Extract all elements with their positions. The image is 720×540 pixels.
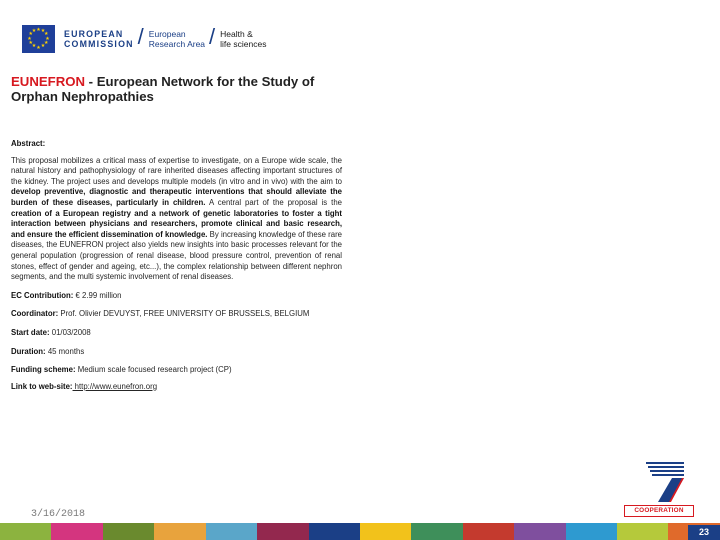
coordinator: Coordinator: Prof. Olivier DEVUYST, FREE UNIVERSITY OF BRUSSELS, BELGIUM [11, 309, 310, 319]
header [22, 22, 266, 56]
divider-slash-icon: / [137, 24, 144, 49]
flag-star-icon: ★ [40, 43, 46, 50]
stripe-segment [103, 523, 154, 540]
eu-flag-icon [22, 25, 55, 53]
stripe-segment [411, 523, 462, 540]
flag-star-icon: ★ [28, 40, 33, 46]
ec-contribution: EC Contribution: € 2.99 million [11, 290, 122, 300]
stripe-segment [514, 523, 565, 540]
funding-scheme: Funding scheme: Medium scale focused research project (CP) [11, 365, 232, 375]
stripe-segment [566, 523, 617, 540]
flag-star-icon: ★ [31, 43, 37, 50]
color-stripe [0, 523, 720, 540]
stripe-segment [463, 523, 514, 540]
project-title-rest: - European Network for the Study of Orphan Nephropathies [11, 74, 315, 104]
flag-star-icon: ★ [45, 35, 50, 42]
stripe-segment [257, 523, 308, 540]
research-area-text: European Research Area [148, 29, 206, 49]
stripe-segment [51, 523, 102, 540]
stripe-segment [617, 523, 668, 540]
start-date: Start date: 01/03/2008 [11, 327, 91, 337]
stripe-segment [309, 523, 360, 540]
fp7-cooperation-label: COOPERATION [624, 505, 694, 517]
project-content [11, 139, 342, 392]
website-link-row: Link to web-site: http://www.eunefron.org [11, 381, 158, 391]
flag-star-icon: ★ [27, 35, 32, 42]
abstract-label: Abstract: [11, 139, 46, 148]
flag-star-icon: ★ [40, 27, 46, 34]
stripe-segment [154, 523, 205, 540]
project-title [11, 74, 341, 104]
flag-star-icon: ★ [31, 27, 37, 34]
flag-star-icon: ★ [36, 44, 41, 51]
stripe-segment [206, 523, 257, 540]
flag-star-icon: ★ [44, 40, 49, 46]
health-life-sciences-text: Health & life sciences [220, 29, 267, 49]
flag-star-icon: ★ [44, 31, 49, 37]
abstract-text: This proposal mobilizes a critical mass of expertise to investigate, on a Europe wide scale, the natural history and pathophysiology of rare inherited diseases affecting important structures of the kidney. The project uses and develops multiple models (in vitro and in vivo) with the aim to develop preventive, diagnostic and therapeutic interventions that should alleviate the burden of these diseases, particularly in children. A central part of the proposal is the creation of a European registry and a network of genetic laboratories to foster a tight interaction between physicians and researchers, promote clinical and basic research, and ensure the efficient dissemination of knowledge. By increasing knowledge of these rare diseases, the EUNEFRON project also yields new insights into basic processes relevant for the general population (progression of renal disease, blood pressure control, prevention of renal stones, effect of gender and ageing, etc...), the complex relationship between different nephron segments, and the multi systemic involvement of renal diseases. [11, 155, 342, 282]
page-number: 23 [688, 525, 720, 540]
flag-star-icon: ★ [28, 31, 33, 37]
divider-slash-icon: / [209, 24, 216, 49]
slide-date: 3/16/2018 [31, 509, 86, 520]
stripe-segment [0, 523, 51, 540]
european-commission-logo-text: EUROPEAN COMMISSION [64, 29, 134, 49]
project-acronym: EUNEFRON [11, 74, 85, 89]
website-link[interactable]: http://www.eunefron.org [72, 381, 158, 391]
flag-star-icon: ★ [36, 26, 41, 33]
stripe-segment [360, 523, 411, 540]
duration: Duration: 45 months [11, 346, 85, 356]
